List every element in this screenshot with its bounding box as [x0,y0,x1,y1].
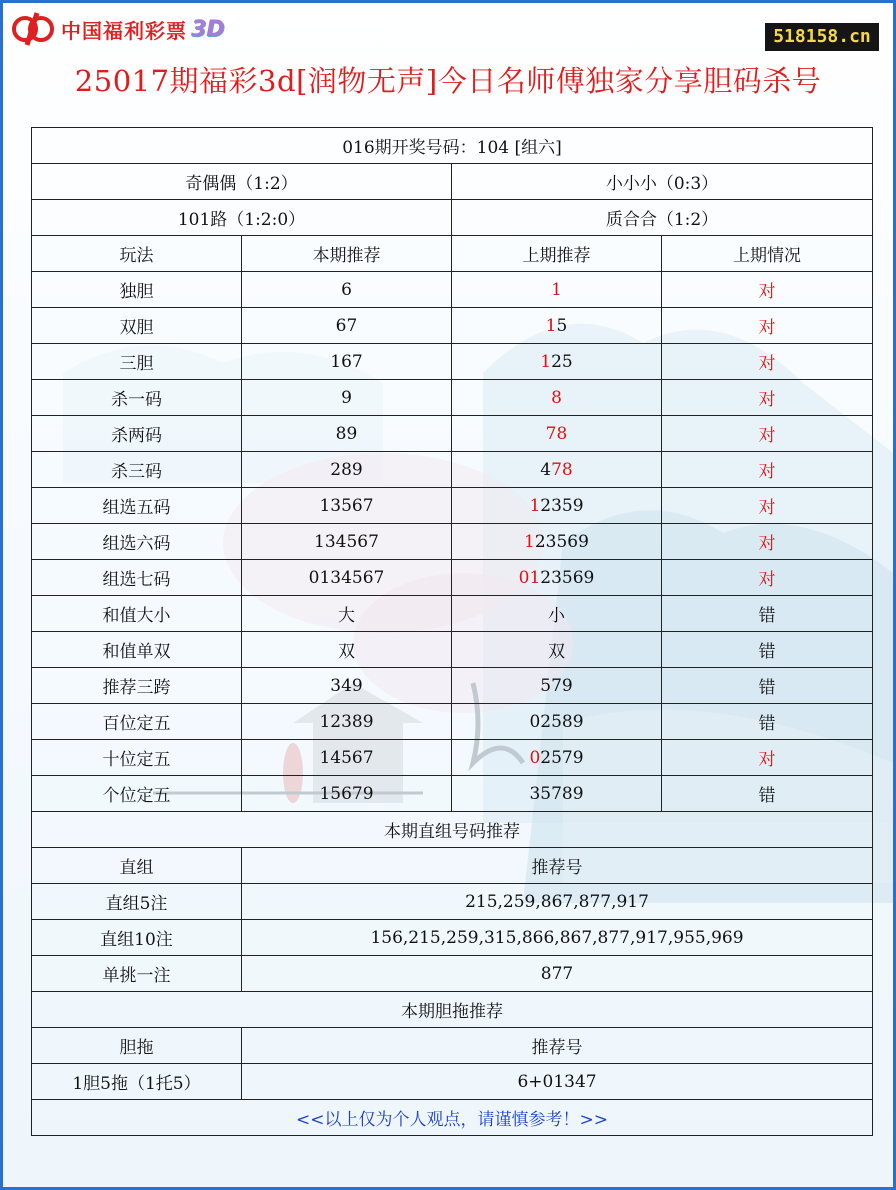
play-type-cell: 和值大小 [32,596,242,632]
previous-pick-hit: 01 [518,567,541,588]
current-pick-cell: 289 [242,452,452,488]
direct-row-value: 156,215,259,315,866,867,877,917,955,969 [242,920,873,956]
summary-row [32,200,873,236]
result-cell: 对 [662,344,873,380]
previous-pick-cell [452,272,662,308]
table-row [32,452,873,488]
table-row [32,524,873,560]
result-cell: 对 [662,740,873,776]
previous-pick-cell [452,416,662,452]
page-title: 25017期福彩3d[润物无声]今日名师傅独家分享胆码杀号 [74,64,822,98]
welfare-lottery-logo-icon [11,11,57,47]
result-cell: 错 [662,668,873,704]
size-pattern: 小小小（0:3） [452,164,873,200]
previous-pick-rest: 02589 [529,711,584,732]
result-cell: 对 [662,380,873,416]
play-type-cell: 独胆 [32,272,242,308]
play-type-cell: 百位定五 [32,704,242,740]
previous-pick-cell [452,596,662,632]
current-pick-cell: 0134567 [242,560,452,596]
direct-column-value: 推荐号 [242,848,873,884]
play-type-cell: 十位定五 [32,740,242,776]
previous-pick-hit: 1 [540,351,552,372]
current-pick-cell: 9 [242,380,452,416]
direct-row-label: 单挑一注 [32,956,242,992]
footer-row [32,1100,873,1136]
table-row [32,632,873,668]
previous-pick-hit: 0 [529,747,541,768]
draw-result-row [32,128,873,164]
result-cell: 对 [662,560,873,596]
current-pick-cell: 13567 [242,488,452,524]
drag-section-title: 本期胆拖推荐 [32,992,873,1028]
table-row [32,416,873,452]
current-pick-cell: 167 [242,344,452,380]
drag-header-row [32,1028,873,1064]
play-type-cell: 组选六码 [32,524,242,560]
table-row [32,488,873,524]
drag-column-label: 胆拖 [32,1028,242,1064]
table-row [32,272,873,308]
site-badge[interactable]: 518158.cn [765,23,879,51]
direct-section-title: 本期直组号码推荐 [32,812,873,848]
direct-row-label: 直组10注 [32,920,242,956]
previous-pick-hit: 78 [551,459,573,480]
current-pick-cell: 12389 [242,704,452,740]
previous-pick-rest: 5 [556,315,568,336]
result-cell: 对 [662,524,873,560]
drag-column-value: 推荐号 [242,1028,873,1064]
previous-pick-plain: 4 [540,459,552,480]
current-pick-cell: 15679 [242,776,452,812]
column-header-current: 本期推荐 [242,236,452,272]
table-row [32,956,873,992]
previous-pick-cell [452,308,662,344]
result-cell: 错 [662,776,873,812]
route-pattern: 101路（1:2:0） [32,200,452,236]
current-pick-cell: 134567 [242,524,452,560]
play-type-cell: 三胆 [32,344,242,380]
odd-even-pattern: 奇偶偶（1:2） [32,164,452,200]
previous-pick-rest: 35789 [529,783,584,804]
current-pick-cell: 6 [242,272,452,308]
previous-pick-rest: 小 [548,606,565,626]
table-row [32,776,873,812]
play-type-cell: 组选五码 [32,488,242,524]
play-type-cell: 个位定五 [32,776,242,812]
previous-pick-hit: 1 [524,531,535,552]
drag-row-value: 6+01347 [242,1064,873,1100]
play-type-cell: 组选七码 [32,560,242,596]
recommend-rows [32,272,873,812]
table-row [32,560,873,596]
table-row [32,740,873,776]
table-row [32,920,873,956]
previous-pick-hit: 1 [529,495,541,516]
table-row [32,380,873,416]
result-cell: 对 [662,416,873,452]
table-row [32,308,873,344]
play-type-cell: 杀两码 [32,416,242,452]
table-row [32,344,873,380]
previous-pick-cell [452,560,662,596]
page-header [3,3,893,123]
previous-pick-cell [452,668,662,704]
current-pick-cell: 双 [242,632,452,668]
previous-pick-hit: 8 [551,387,562,408]
previous-pick-cell [452,776,662,812]
table-header-row [32,236,873,272]
draw-result: 016期开奖号码：104 [组六] [32,128,873,164]
previous-pick-rest: 2579 [540,747,584,768]
current-pick-cell: 14567 [242,740,452,776]
previous-pick-rest: 23569 [534,531,589,552]
column-header-play: 玩法 [32,236,242,272]
direct-header-row [32,848,873,884]
recommendation-table [31,127,873,1136]
prime-composite-pattern: 质合合（1:2） [452,200,873,236]
previous-pick-rest: 579 [540,675,573,696]
previous-pick-cell [452,380,662,416]
current-pick-cell: 349 [242,668,452,704]
play-type-cell: 和值单双 [32,632,242,668]
result-cell: 对 [662,452,873,488]
logo-text: 中国福利彩票 [61,18,187,43]
previous-pick-cell [452,524,662,560]
direct-row-value: 877 [242,956,873,992]
direct-row-value: 215,259,867,877,917 [242,884,873,920]
previous-pick-cell [452,344,662,380]
direct-column-label: 直组 [32,848,242,884]
previous-pick-rest: 23569 [540,567,595,588]
result-cell: 对 [662,272,873,308]
play-type-cell: 杀一码 [32,380,242,416]
previous-pick-hit: 1 [551,279,562,300]
table-row [32,884,873,920]
previous-pick-cell [452,488,662,524]
previous-pick-cell [452,704,662,740]
table-row [32,668,873,704]
previous-pick-cell [452,452,662,488]
play-type-cell: 杀三码 [32,452,242,488]
summary-row [32,164,873,200]
table-row [32,704,873,740]
table-row [32,596,873,632]
result-cell: 错 [662,596,873,632]
footer-note: <<以上仅为个人观点，请谨慎参考！>> [32,1100,873,1136]
previous-pick-rest: 25 [551,351,573,372]
previous-pick-cell [452,632,662,668]
previous-pick-rest: 2359 [540,495,584,516]
play-type-cell: 双胆 [32,308,242,344]
previous-pick-hit: 78 [545,423,568,444]
result-cell: 对 [662,308,873,344]
result-cell: 对 [662,488,873,524]
column-header-previous: 上期推荐 [452,236,662,272]
column-header-result: 上期情况 [662,236,873,272]
direct-row-label: 直组5注 [32,884,242,920]
play-type-cell: 推荐三跨 [32,668,242,704]
current-pick-cell: 大 [242,596,452,632]
previous-pick-hit: 1 [545,315,557,336]
previous-pick-cell [452,740,662,776]
result-cell: 错 [662,632,873,668]
result-cell: 错 [662,704,873,740]
lottery-logo [11,11,225,47]
previous-pick-rest: 双 [548,642,565,662]
section-title-row [32,992,873,1028]
table-row [32,1064,873,1100]
drag-row-label: 1胆5拖（1托5） [32,1064,242,1100]
current-pick-cell: 67 [242,308,452,344]
logo-3d-mark: 3D [191,16,225,42]
section-title-row [32,812,873,848]
current-pick-cell: 89 [242,416,452,452]
